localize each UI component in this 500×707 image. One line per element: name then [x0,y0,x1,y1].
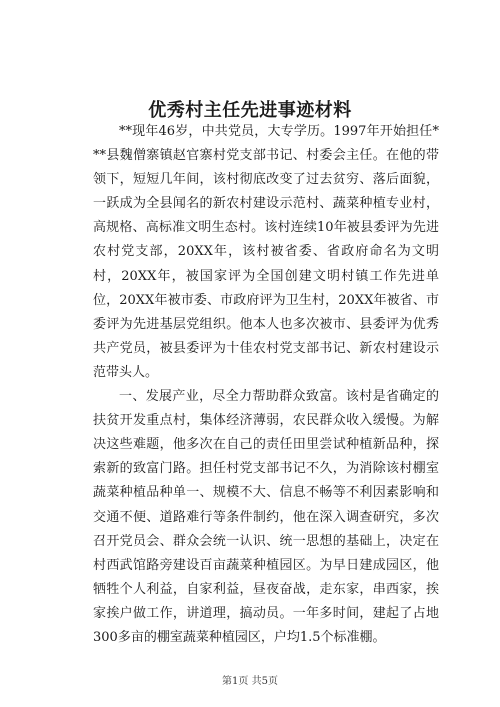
document-title: 优秀村主任先进事迹材料 [148,100,352,122]
page-number-footer: 第1页 共5页 [222,676,278,687]
document-body [93,120,439,650]
paragraph-section-1: 一、发展产业，尽全力帮助群众致富。该村是省确定的扶贫开发重点村，集体经济薄弱，农民群众收入缓慢。为解决这些难题，他多次在自己的责任田里尝试种植新品种，探索新的致富门路。担任村党支部书记不久，为消除该村棚室蔬菜种植品种单一、规模不大、信息不畅等不利因素影响和交通不便、道路难行等条件制约，他在深入调查研究，多次召开党员会、群众会统一认识、统一思想的基础上，决定在村西武馆路旁建设百亩蔬菜种植园区。为早日建成园区，他牺牲个人利益，自家利益，昼夜奋战，走东家，串西家，挨家挨户做工作，讲道理，搞动员。一年多时间，建起了占地300多亩的棚室蔬菜种植园区，户均1.5个标准棚。 [93,389,439,645]
paragraph-intro: **现年46岁，中共党员，大专学历。1997年开始担任***县魏僧寨镇赵官寨村党支部书记、村委会主任。在他的带领下，短短几年间，该村彻底改变了过去贫穷、落后面貌，一跃成为全县闻名的新农村建设示范村、蔬菜种植专业村，高规格、高标准文明生态村。该村连续10年被县委评为先进农村党支部，20XX年，该村被省委、省政府命名为文明村，20XX年，被国家评为全国创建文明村镇工作先进单位，20XX年被市委、市政府评为卫生村，20XX年被省、市委评为先进基层党组织。他本人也多次被市、县委评为优秀共产党员，被县委评为十佳农村党支部书记、新农村建设示范带头人。 [93,124,439,380]
